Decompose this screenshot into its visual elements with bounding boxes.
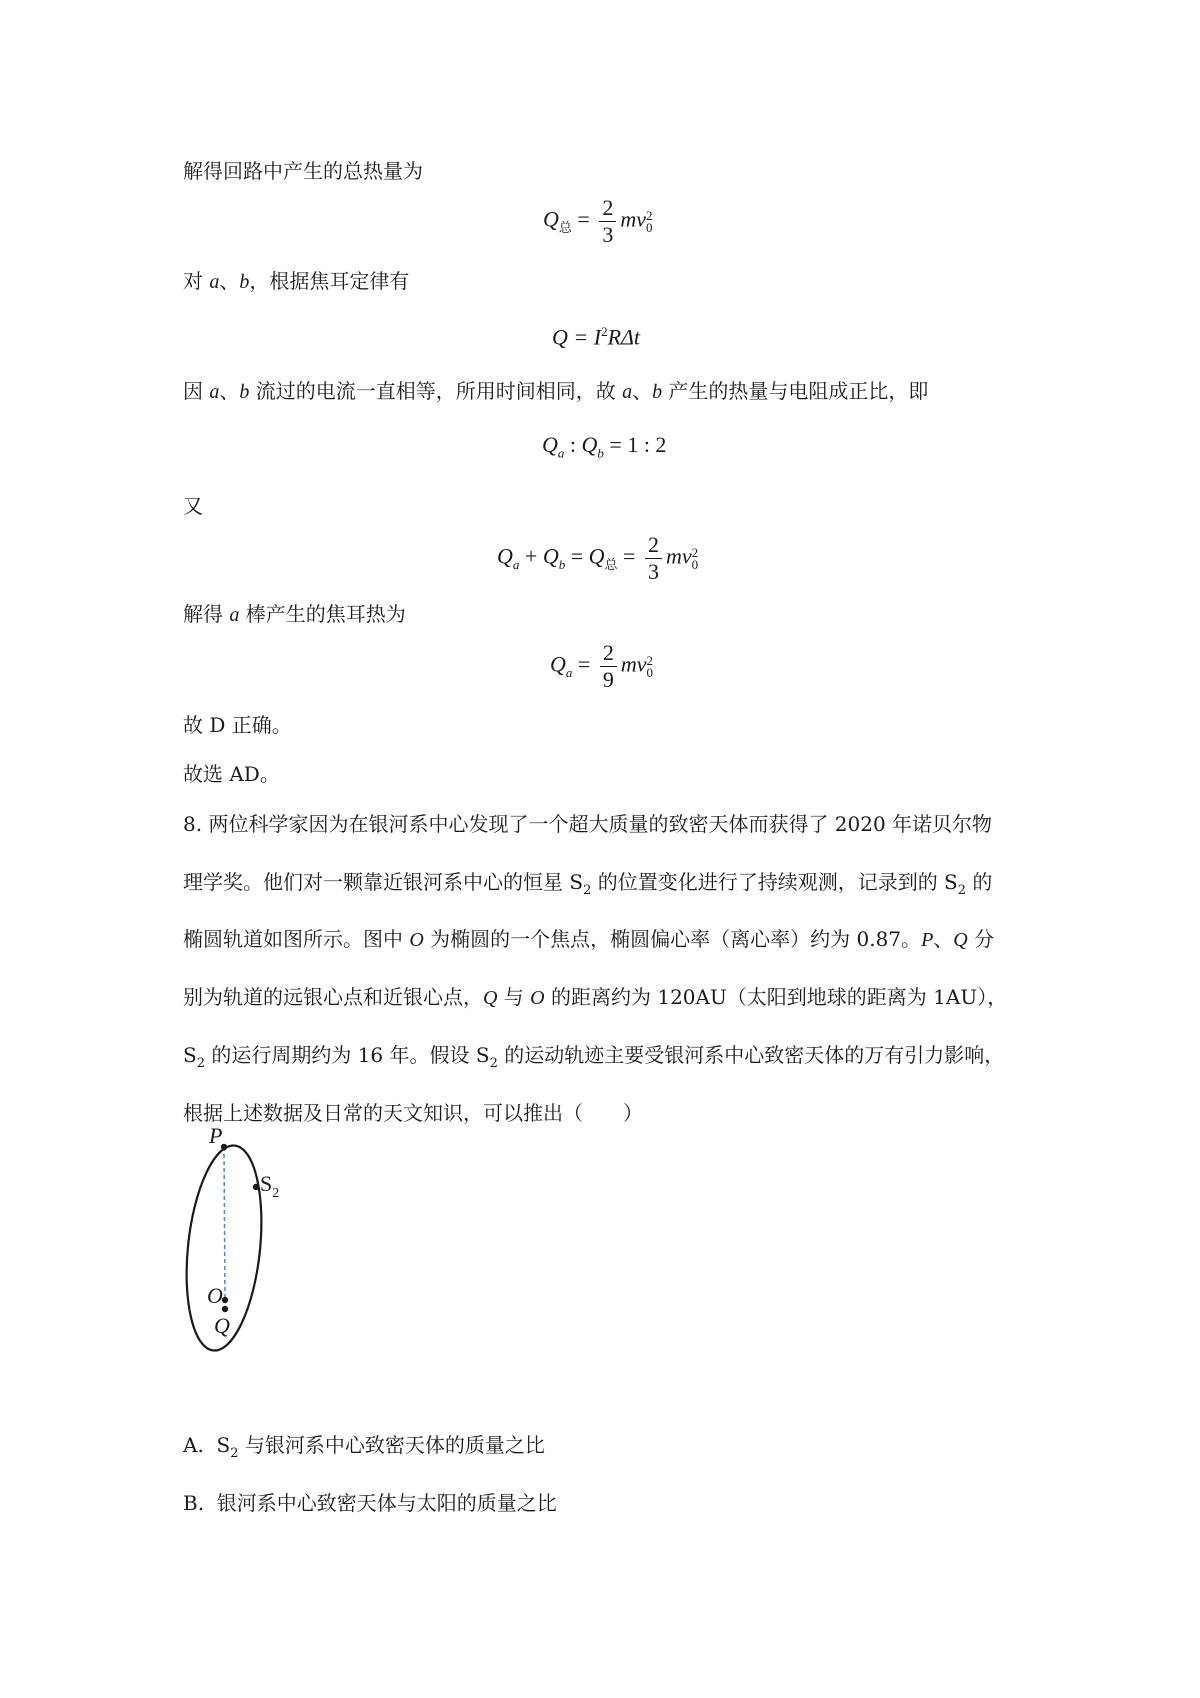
- text: b: [239, 271, 250, 293]
- text: Q: [483, 987, 498, 1009]
- eq-sub: 总: [604, 556, 618, 572]
- question-line-3: [183, 925, 994, 954]
- eq-symbol: Q: [543, 206, 559, 232]
- text: 为椭圆的一个焦点，椭圆偏心率（离心率）约为 0.87。: [423, 927, 922, 951]
- text: b: [652, 381, 663, 403]
- text: O: [409, 929, 424, 951]
- question-line-2: [183, 868, 992, 905]
- eq-op: =: [572, 651, 596, 677]
- text: 分: [967, 927, 995, 951]
- text: 因: [183, 379, 210, 403]
- eq-sub: b: [558, 556, 566, 572]
- eq-sub: a: [512, 556, 520, 572]
- eq-op: :: [564, 432, 582, 457]
- eq-op: +: [519, 543, 543, 569]
- eq-op: = 1 : 2: [603, 432, 667, 457]
- eq-sub: 0: [645, 219, 653, 235]
- eq-symbol: mv: [620, 206, 646, 232]
- text-line-answer: [183, 760, 280, 788]
- text: 棒产生的焦耳热为: [239, 602, 406, 626]
- eq-sup: 2: [601, 324, 608, 339]
- equation-qa: [550, 640, 653, 693]
- text: 椭圆轨道如图所示。图中: [183, 927, 410, 951]
- option-letter: A.: [183, 1433, 204, 1457]
- eq-sub: a: [557, 445, 565, 461]
- eq-symbol: Q = I: [552, 324, 602, 350]
- text: 、: [219, 269, 240, 293]
- major-axis-dashed-line: [224, 1147, 225, 1300]
- text-line-total-heat: [183, 157, 423, 185]
- text: 又: [183, 494, 203, 518]
- text: 理学奖。他们对一颗靠近银河系中心的恒星 S: [183, 870, 584, 894]
- eq-symbol: Q: [581, 432, 598, 457]
- text: a: [209, 381, 220, 403]
- text-line-joule-law: [183, 267, 409, 296]
- eq-op: =: [571, 206, 596, 232]
- option-text: 银河系中心致密天体与太阳的质量之比: [216, 1491, 557, 1515]
- subscript: 2: [196, 1056, 205, 1071]
- subscript: 2: [957, 883, 967, 898]
- question-line-4: [183, 983, 1007, 1012]
- eq-symbol: Q: [542, 543, 559, 569]
- text: P: [921, 929, 934, 951]
- text: 解得: [183, 602, 230, 626]
- text: 故选 AD。: [183, 762, 280, 786]
- equation-ratio: [542, 432, 666, 461]
- eq-sup: 2: [646, 652, 653, 668]
- fraction: [645, 532, 662, 585]
- eq-symbol: Q: [497, 543, 513, 569]
- equation-total-heat: [543, 195, 652, 248]
- text: 的运动轨迹主要受银河系中心致密天体的万有引力影响，: [497, 1043, 1005, 1067]
- text: 、: [632, 379, 653, 403]
- eq-sub: 0: [691, 556, 699, 572]
- subscript: 2: [489, 1056, 498, 1071]
- numerator: 2: [599, 195, 616, 222]
- text: 解得回路中产生的总热量为: [183, 159, 423, 183]
- eq-symbol: Q: [542, 432, 558, 457]
- numerator: 2: [600, 640, 617, 667]
- text: 、: [933, 927, 954, 951]
- fraction: [599, 195, 616, 248]
- label-s: S: [260, 1171, 273, 1196]
- eq-symbol: mv: [665, 543, 692, 569]
- eq-sub: 0: [646, 664, 653, 680]
- denominator: 3: [602, 222, 614, 247]
- text: 根据上述数据及日常的天文知识，可以推出（ ）: [183, 1101, 643, 1125]
- text: 别为轨道的远银心点和近银心点，: [183, 985, 483, 1009]
- text: 的距离约为 120AU（太阳到地球的距离为 1AU），: [544, 985, 1008, 1009]
- text: S: [216, 1433, 231, 1457]
- numerator: 2: [645, 532, 662, 559]
- text: O: [530, 987, 545, 1009]
- sup-sub-stack: [646, 652, 653, 680]
- text: 产生的热量与电阻成正比，即: [662, 379, 929, 403]
- label-s2: [260, 1171, 279, 1201]
- eq-sub: a: [565, 664, 573, 680]
- option-b[interactable]: [183, 1489, 557, 1517]
- text: 、: [219, 379, 240, 403]
- text: 的: [966, 870, 993, 894]
- text: a: [209, 271, 220, 293]
- equation-sum: [497, 532, 698, 585]
- text: b: [239, 381, 250, 403]
- subscript: 2: [583, 883, 592, 898]
- text: Q: [953, 929, 968, 951]
- equation-joule: [552, 324, 640, 350]
- eq-symbol: mv: [620, 651, 647, 677]
- fraction: [600, 640, 617, 693]
- eq-sup: 2: [645, 207, 653, 223]
- eq-sup: 2: [691, 544, 699, 560]
- orbit-figure: [180, 1125, 330, 1355]
- eq-op: =: [565, 543, 589, 569]
- text-line-d-correct: [183, 711, 292, 739]
- text: S: [183, 1043, 197, 1067]
- text: 流过的电流一直相等，所用时间相同，故: [249, 379, 623, 403]
- text: 8. 两位科学家因为在银河系中心发现了一个超大质量的致密天体而获得了 2020 年诺贝尔物: [183, 812, 993, 836]
- text: a: [229, 604, 240, 626]
- eq-symbol: Q: [550, 651, 566, 677]
- eq-symbol: Q: [588, 543, 605, 569]
- sup-sub-stack: [691, 544, 699, 572]
- text: ，根据焦耳定律有: [249, 269, 410, 293]
- question-line-6: [183, 1099, 643, 1127]
- option-text: 与银河系中心致密天体的质量之比: [238, 1433, 545, 1457]
- label-q: Q: [214, 1313, 230, 1338]
- eq-op: =: [617, 543, 641, 569]
- text-line-current-equal: [183, 377, 928, 406]
- denominator: 3: [647, 559, 659, 584]
- label-p: P: [209, 1125, 223, 1148]
- denominator: 9: [602, 667, 614, 692]
- label-s-sub: 2: [272, 1186, 280, 1201]
- option-a[interactable]: [183, 1431, 545, 1468]
- label-o: O: [207, 1283, 223, 1308]
- eq-symbol: RΔt: [607, 324, 641, 350]
- text-line-also: [183, 492, 203, 520]
- question-line-1: [183, 810, 992, 838]
- text: 与: [497, 985, 531, 1009]
- text: 故 D 正确。: [183, 713, 292, 737]
- eq-sub: 总: [558, 219, 572, 235]
- sup-sub-stack: [645, 207, 653, 235]
- question-line-5: [183, 1041, 1004, 1078]
- subscript: 2: [230, 1446, 239, 1461]
- point-s2: [253, 1184, 259, 1190]
- text-line-a-rod: [183, 600, 406, 629]
- eq-sub: b: [597, 445, 604, 461]
- option-letter: B.: [183, 1491, 205, 1515]
- text: 对: [183, 269, 210, 293]
- text: a: [622, 381, 633, 403]
- text: 的运行周期约为 16 年。假设 S: [204, 1043, 490, 1067]
- text: 的位置变化进行了持续观测，记录到的 S: [591, 870, 958, 894]
